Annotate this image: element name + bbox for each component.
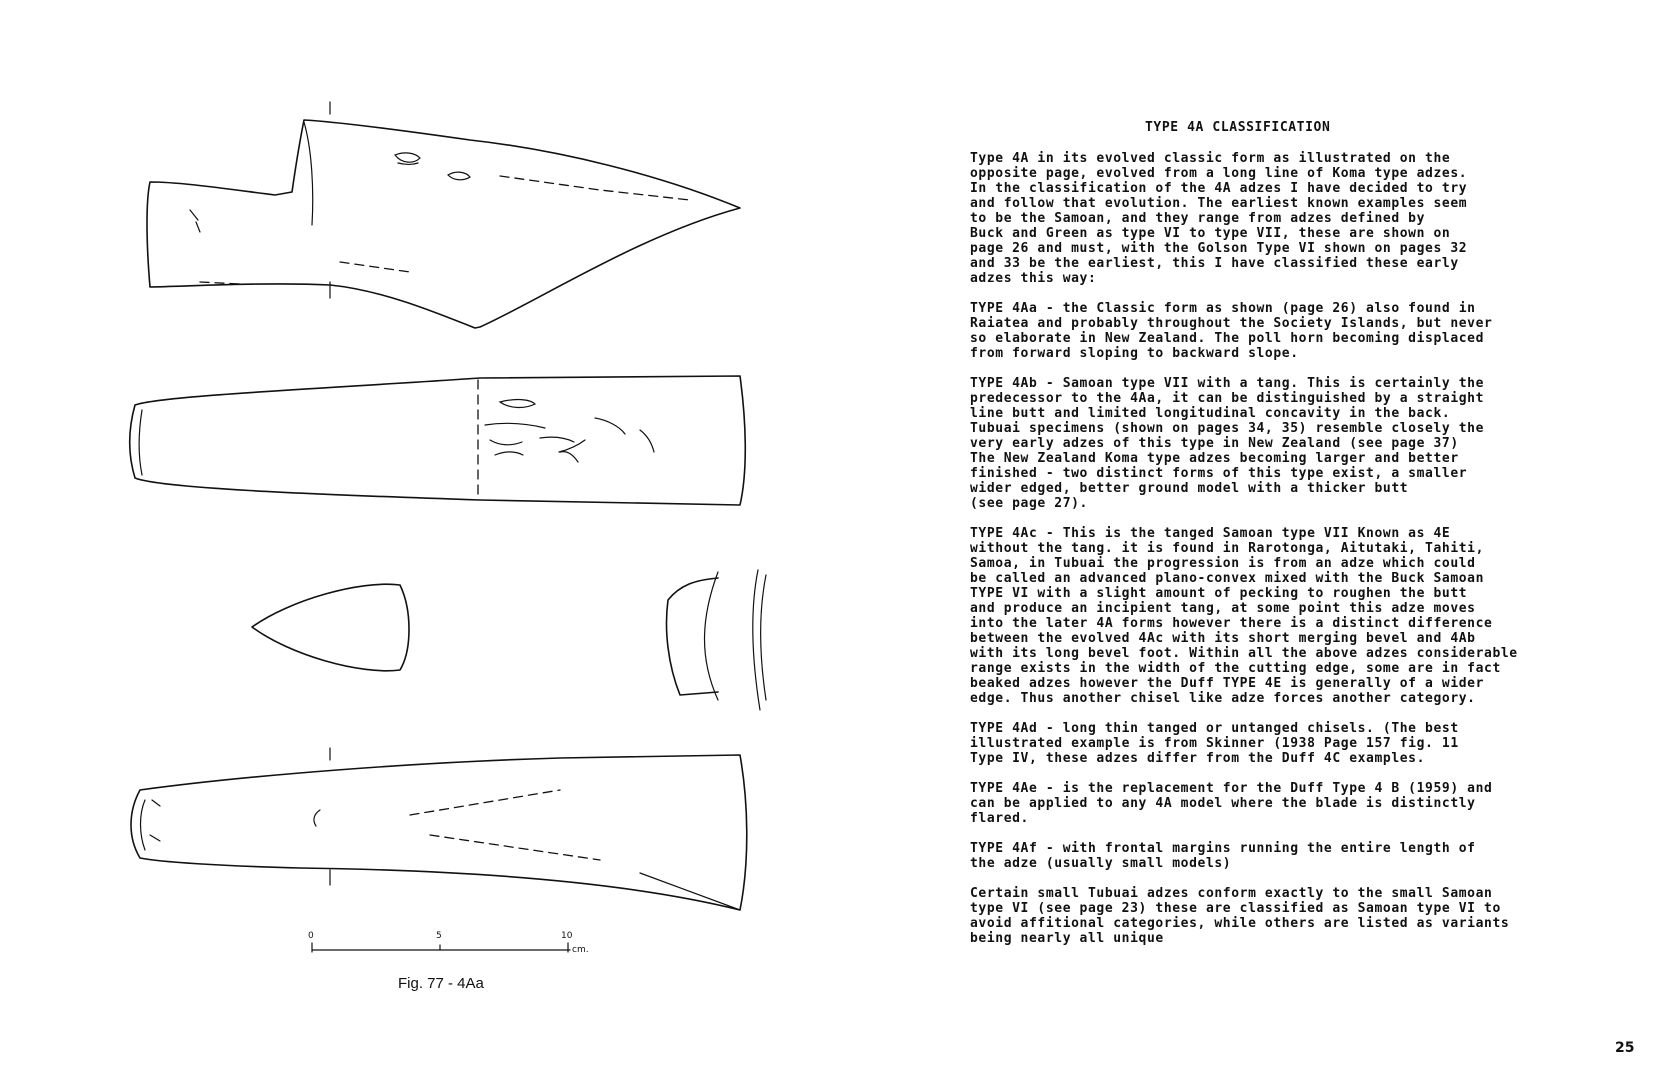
adze-side-view xyxy=(147,102,740,328)
paragraph-type-4ab: TYPE 4Ab - Samoan type VII with a tang. This is certainly the predecessor to the 4Aa, it can be distinguished by a straight line butt and limited longitudinal concavity in the back. Tubuai specimens (shown on pages 34, 35) resemble closely the very early adzes of this type in New Zealand (see page 37) The New Zealand Koma type adzes becoming larger and better finished - two distinct forms of this type exist, a smaller wider edged, better ground model with a thicker butt (see page 27). xyxy=(970,376,1485,511)
paragraph-tubuai: Certain small Tubuai adzes conform exactly to the small Samoan type VI (see page 23) these are classified as Samoan type VI to avoid affitional categories, while others are listed as variants being nearly all unique xyxy=(970,886,1510,946)
paragraph-type-4ae: TYPE 4Ae - is the replacement for the Duff Type 4 B (1959) and can be applied to any 4A model where the blade is distinctly flared. xyxy=(970,781,1493,826)
paragraph-intro: Type 4A in its evolved classic form as illustrated on the opposite page, evolved from a long line of Koma type adzes. In the classification of the 4A adzes I have decided to try and follow that evolution. The earliest known examples seem to be the Samoan, and they range from adzes defined by Buck and Green as type VI to type VII, these are shown on page 26 and must, with the Golson Type VI shown on pages 32 and 33 be the earliest, this I have classified these early adzes this way: xyxy=(970,151,1468,286)
article-heading: TYPE 4A CLASSIFICATION xyxy=(1145,120,1331,135)
paragraph-type-4af: TYPE 4Af - with frontal margins running the entire length of the adze (usually small models) xyxy=(970,841,1476,871)
scale-bar xyxy=(308,931,589,955)
adze-front-view xyxy=(130,376,746,505)
paragraph-type-4ac: TYPE 4Ac - This is the tanged Samoan type VII Known as 4E without the tang. it is found in Rarotonga, Aitutaki, Tahiti, Samoa, in Tubuai the progression is from an adze which could be called an advanced plano-convex mixed with the Buck Samoan TYPE VI with a slight amount of pecking to roughen the butt and produce an incipient tang, at some point this adze moves into the later 4A forms however there is a distinct difference between the evolved 4Ac with its short merging bevel and 4Ab with its long bevel foot. Within all the above adzes considerable range exists in the width of the cutting edge, some are in fact beaked adzes however the Duff TYPE 4E is generally of a wider edge. Thus another chisel like adze forces another category. xyxy=(970,526,1518,706)
paragraph-type-4aa: TYPE 4Aa - the Classic form as shown (page 26) also found in Raiatea and probably throughout the Society Islands, but never so elaborate in New Zealand. The poll horn becoming displaced from forward sloping to backward slope. xyxy=(970,301,1493,361)
scale-label-unit: cm. xyxy=(572,945,589,955)
scale-label-5: 5 xyxy=(436,931,442,941)
adze-back-view xyxy=(131,748,747,910)
paragraph-type-4ad: TYPE 4Ad - long thin tanged or untanged chisels. (The best illustrated example is from Skinner (1938 Page 157 fig. 11 Type IV, these adzes differ from the Duff 4C examples. xyxy=(970,721,1459,766)
figure-caption: Fig. 77 - 4Aa xyxy=(398,975,484,992)
scale-label-10: 10 xyxy=(561,931,573,941)
page-number: 25 xyxy=(1615,1040,1635,1056)
adze-cross-sections xyxy=(252,570,766,710)
scale-label-0: 0 xyxy=(308,931,314,941)
article-body xyxy=(970,120,1630,961)
